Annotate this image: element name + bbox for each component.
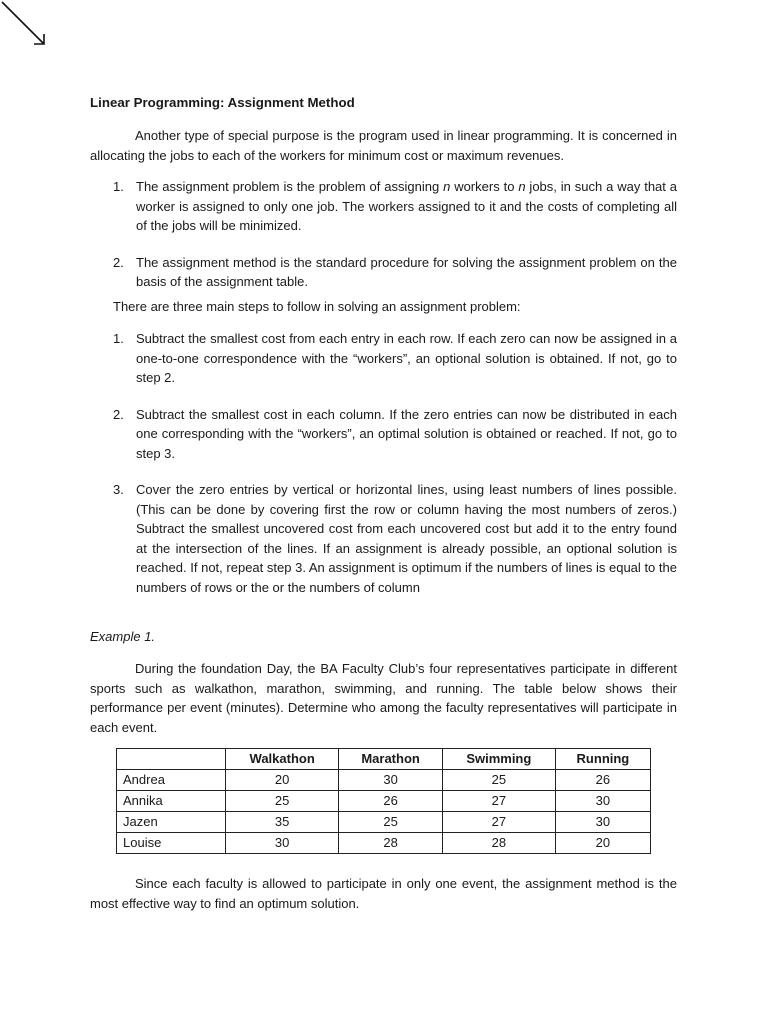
representative-name: Louise (117, 833, 226, 854)
steps-list (90, 329, 677, 597)
representative-name: Jazen (117, 812, 226, 833)
representative-name: Annika (117, 791, 226, 812)
table-cell: 28 (442, 833, 555, 854)
conclusion-paragraph: Since each faculty is allowed to participate in only one event, the assignment method is the most effective way to find an optimum solution. (90, 876, 677, 911)
definition-text: The assignment problem is the problem of assigning (136, 179, 444, 194)
example-label: Example 1. (90, 629, 156, 644)
table-header-row (117, 749, 651, 770)
table-header-cell: Walkathon (226, 749, 339, 770)
table-cell: 30 (226, 833, 339, 854)
table-cell: 25 (226, 791, 339, 812)
table-cell: 26 (339, 791, 443, 812)
table-header-cell: Marathon (339, 749, 443, 770)
table-cell: 30 (555, 812, 650, 833)
item-number: 1. (113, 331, 124, 346)
variable-n: n (443, 179, 451, 194)
step-item (90, 405, 677, 464)
step-item (90, 480, 677, 597)
intro-paragraph: Another type of special purpose is the program used in linear programming. It is concerned in allocating the jobs to each of the workers for minimum cost or maximum revenues. (90, 128, 677, 163)
step-item (90, 329, 677, 388)
definition-item (90, 177, 677, 236)
item-number: 2. (113, 406, 124, 422)
table-header-cell: Swimming (442, 749, 555, 770)
table-cell: 25 (339, 812, 443, 833)
page-title: Linear Programming: Assignment Method (90, 95, 355, 110)
table-row (117, 791, 651, 812)
performance-table (116, 748, 651, 854)
table-cell: 27 (442, 812, 555, 833)
step-text: Subtract the smallest cost from each entry in each row. If each zero can now be assigned in a one-to-one correspondence with the “workers”, an optional solution is obtained. If not, go to step 2. (136, 331, 677, 385)
steps-intro: There are three main steps to follow in solving an assignment problem: (113, 298, 521, 314)
definition-text: workers to (450, 179, 519, 194)
definition-text: The assignment method is the standard procedure for solving the assignment problem on the basis of the assignment table. (136, 254, 677, 289)
document-body (90, 93, 677, 597)
representative-name: Andrea (117, 770, 226, 791)
definition-text: jobs, in such a way that a worker is assigned to only one job. The workers assigned to it and the costs of completing all of the jobs will be minimized. (136, 179, 678, 233)
table-header-cell: Running (555, 749, 650, 770)
variable-n: n (518, 179, 526, 194)
example-paragraph: During the foundation Day, the BA Faculty Club’s four representatives participate in different sports such as walkathon, marathon, swimming, and running. The table below shows their performance per event (minutes). Determine who among the faculty representatives will participate in each event. (90, 661, 677, 735)
step-text: Cover the zero entries by vertical or horizontal lines, using least numbers of lines possible. (This can be done by covering first the row or column having the most numbers of zeros.) Subtract the smallest uncovered cost from each uncovered cost but add it to the entry found at the intersection of the lines. If an assignment is already possible, an optional solution is reached. If not, repeat step 3. An assignment is optimum if the numbers of lines is equal to the numbers of rows or the or the numbers of column (136, 482, 677, 595)
table-cell: 28 (339, 833, 443, 854)
definition-item (90, 253, 677, 292)
definitions-list (90, 177, 677, 292)
step-text: Subtract the smallest cost in each column. If the zero entries can now be distributed in each one corresponding with the “workers”, an optimal solution is obtained or reached. If not, go to step 3. (136, 406, 677, 461)
corner-arrow-icon (0, 0, 50, 50)
item-number: 2. (113, 254, 124, 270)
table-cell: 30 (555, 791, 650, 812)
table-cell: 30 (339, 770, 443, 791)
table-cell: 20 (555, 833, 650, 854)
table-cell: 35 (226, 812, 339, 833)
table-header-cell (117, 749, 226, 770)
table-cell: 26 (555, 770, 650, 791)
table-row (117, 770, 651, 791)
table-row (117, 833, 651, 854)
item-number: 3. (113, 482, 124, 497)
table-cell: 27 (442, 791, 555, 812)
table-cell: 25 (442, 770, 555, 791)
item-number: 1. (113, 179, 124, 194)
table-row (117, 812, 651, 833)
table-cell: 20 (226, 770, 339, 791)
